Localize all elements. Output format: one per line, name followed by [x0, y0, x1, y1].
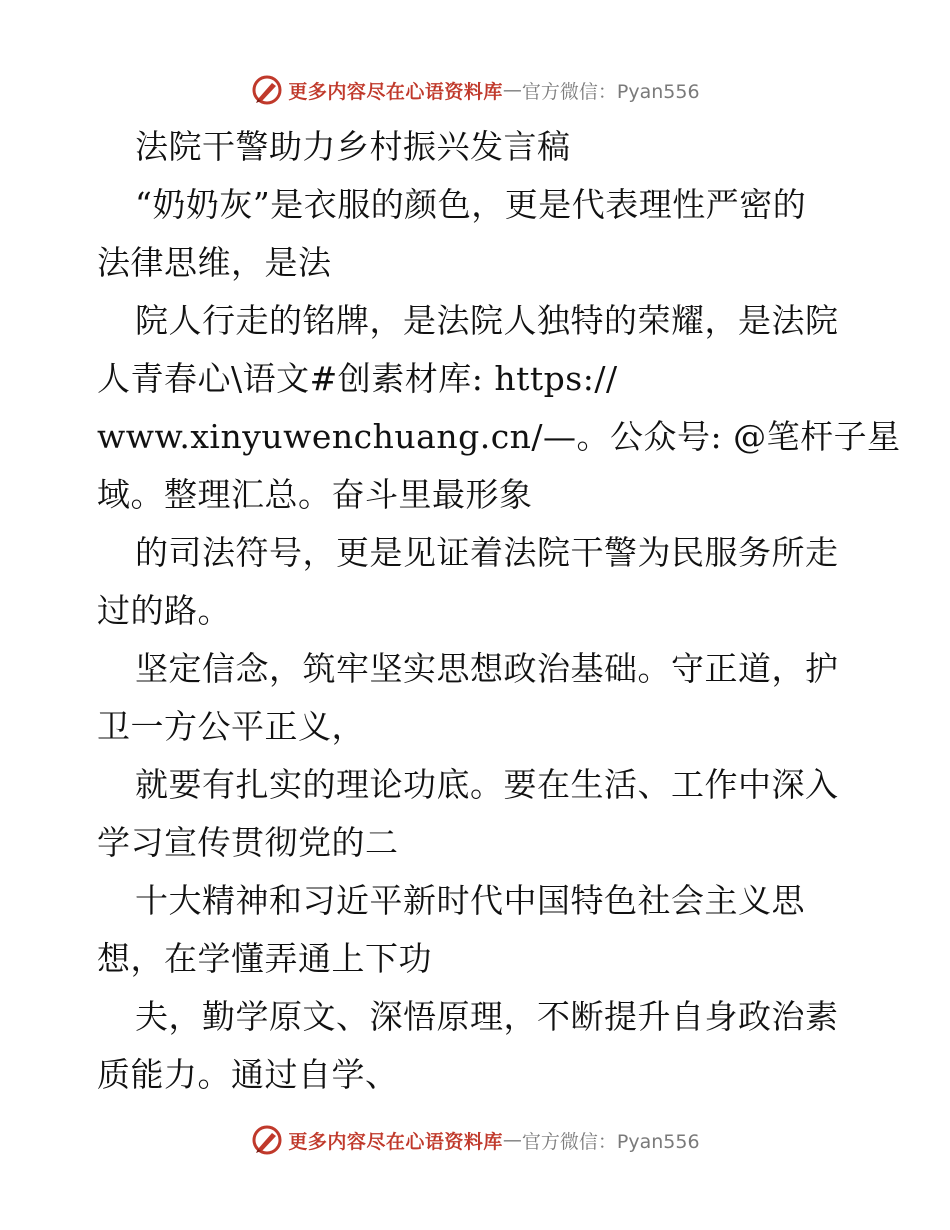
text-line: 就要有扎实的理论功底。要在生活、工作中深入 [135, 765, 839, 804]
text-line: 人青春心\语文#创素材库: https:// [97, 359, 618, 398]
banner-site-name: 更多内容尽在心语资料库 [288, 1130, 503, 1153]
document-title: 法院干警助力乡村振兴发言稿 [135, 127, 571, 166]
text-line: 质能力。通过自学、 [97, 1055, 399, 1094]
text-line: 法律思维，是法 [97, 243, 332, 282]
pen-logo-icon [250, 1123, 284, 1157]
text-line: 夫，勤学原文、深悟原理，不断提升自身政治素 [135, 997, 839, 1036]
banner-separator: — [502, 79, 522, 101]
header-watermark-banner [0, 70, 950, 110]
text-line: 卫一方公平正义， [97, 707, 365, 746]
banner-separator: — [502, 1129, 522, 1151]
document-body [97, 118, 901, 1104]
banner-wechat: 官方微信：Pyan556 [521, 80, 700, 103]
text-line: 想，在学懂弄通上下功 [97, 939, 432, 978]
banner-site-name: 更多内容尽在心语资料库 [288, 80, 503, 103]
text-line: 十大精神和习近平新时代中国特色社会主义思 [135, 881, 805, 920]
text-line: www.xinyuwenchuang.cn/—。公众号: @笔杆子星 [97, 417, 901, 456]
text-line: 域。整理汇总。奋斗里最形象 [97, 475, 533, 514]
text-line: 过的路。 [97, 591, 231, 630]
pen-logo-icon [250, 73, 284, 107]
text-line: 的司法符号，更是见证着法院干警为民服务所走 [135, 533, 839, 572]
text-line: 院人行走的铭牌，是法院人独特的荣耀，是法院 [135, 301, 839, 340]
footer-watermark-banner [0, 1120, 950, 1160]
text-line: 坚定信念，筑牢坚实思想政治基础。守正道，护 [135, 649, 839, 688]
text-line: 学习宣传贯彻党的二 [97, 823, 399, 862]
text-line: “奶奶灰”是衣服的颜色，更是代表理性严密的 [135, 185, 807, 224]
banner-wechat: 官方微信：Pyan556 [521, 1130, 700, 1153]
